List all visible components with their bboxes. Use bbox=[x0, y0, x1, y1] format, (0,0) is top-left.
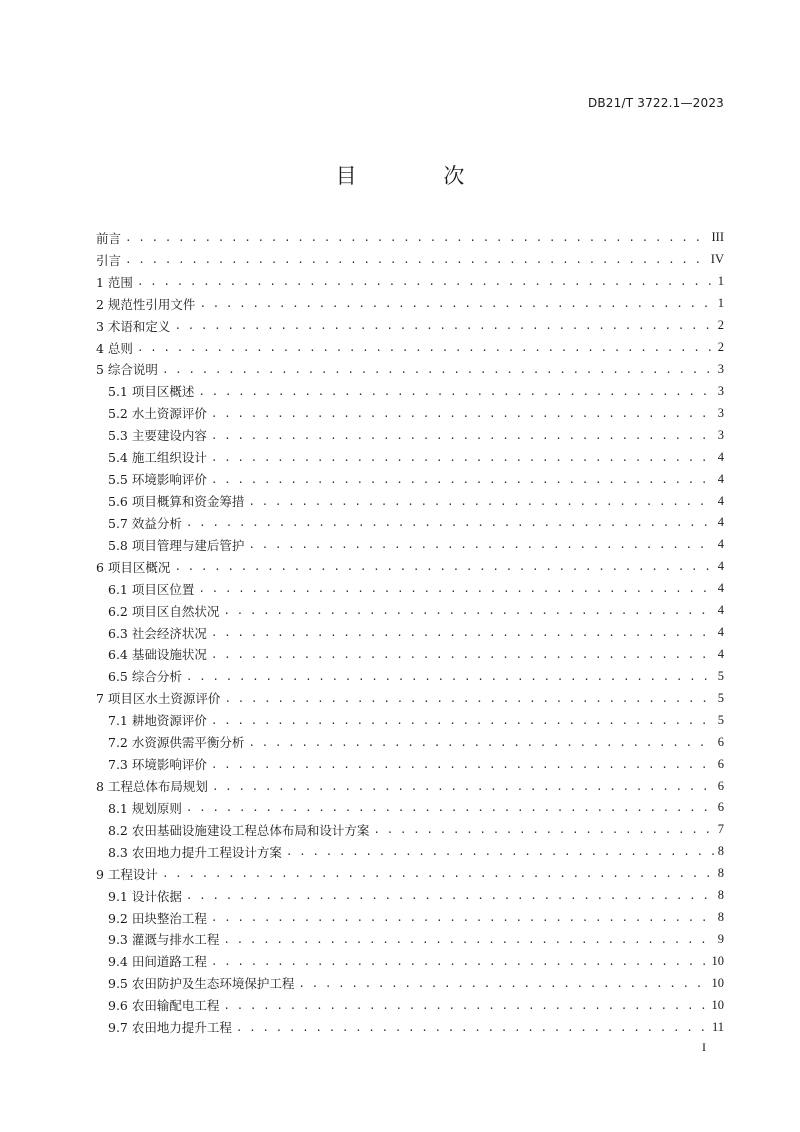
toc-entry[interactable] bbox=[96, 402, 724, 424]
toc-entry-label: 5.2 水土资源评价 bbox=[108, 406, 207, 422]
toc-entry[interactable] bbox=[96, 490, 724, 512]
toc-entry-label: 5.4 施工组织设计 bbox=[108, 450, 207, 466]
toc-dot-leader bbox=[373, 823, 713, 836]
toc-entry-label: 5.5 环境影响评价 bbox=[108, 472, 207, 488]
toc-entry-page: 6 bbox=[717, 756, 724, 771]
toc-dot-leader bbox=[248, 538, 713, 551]
toc-entry[interactable] bbox=[96, 446, 724, 468]
toc-dot-leader bbox=[125, 231, 707, 244]
toc-entry-page: 1 bbox=[717, 296, 724, 311]
toc-dot-leader bbox=[198, 582, 713, 595]
toc-dot-leader bbox=[137, 341, 714, 354]
toc-entry-label: 9.6 农田输配电工程 bbox=[108, 998, 220, 1014]
toc-dot-leader bbox=[125, 253, 707, 266]
toc-entry-label: 前言 bbox=[96, 230, 122, 246]
toc-entry-page: 8 bbox=[717, 866, 724, 881]
toc-dot-leader bbox=[211, 626, 714, 639]
toc-entry-page: 11 bbox=[711, 1019, 724, 1034]
toc-entry-page: 4 bbox=[717, 515, 724, 530]
toc-entry-page: 6 bbox=[717, 778, 724, 793]
toc-dot-leader bbox=[211, 758, 714, 771]
toc-entry[interactable] bbox=[96, 885, 724, 907]
toc-dot-leader bbox=[223, 604, 713, 617]
toc-entry[interactable] bbox=[96, 337, 724, 359]
toc-entry[interactable] bbox=[96, 359, 724, 381]
toc-entry-label: 7 项目区水土资源评价 bbox=[96, 691, 221, 707]
toc-entry-label: 引言 bbox=[96, 252, 122, 268]
toc-dot-leader bbox=[248, 736, 713, 749]
toc-entry-page: 2 bbox=[717, 318, 724, 333]
toc-dot-leader bbox=[211, 955, 708, 968]
toc-entry[interactable] bbox=[96, 929, 724, 951]
toc-entry-label: 9.2 田块整治工程 bbox=[108, 910, 207, 926]
toc-entry-page: 4 bbox=[717, 646, 724, 661]
toc-dot-leader bbox=[174, 560, 713, 573]
toc-entry[interactable] bbox=[96, 819, 724, 841]
toc-entry-label: 2 规范性引用文件 bbox=[96, 296, 196, 312]
toc-entry[interactable] bbox=[96, 578, 724, 600]
toc-entry-page: 4 bbox=[717, 493, 724, 508]
toc-entry-label: 9 工程设计 bbox=[96, 866, 158, 882]
toc-entry-label: 6.1 项目区位置 bbox=[108, 581, 195, 597]
toc-entry[interactable] bbox=[96, 293, 724, 315]
toc-dot-leader bbox=[186, 670, 714, 683]
toc-dot-leader bbox=[137, 275, 714, 288]
page-number: I bbox=[702, 1040, 706, 1054]
toc-dot-leader bbox=[211, 911, 714, 924]
toc-entry[interactable] bbox=[96, 775, 724, 797]
table-of-contents bbox=[96, 227, 724, 1038]
toc-entry-label: 3 术语和定义 bbox=[96, 318, 171, 334]
toc-entry-page: 4 bbox=[717, 449, 724, 464]
toc-entry[interactable] bbox=[96, 512, 724, 534]
toc-dot-leader bbox=[211, 648, 714, 661]
toc-entry-label: 7.1 耕地资源评价 bbox=[108, 713, 207, 729]
toc-entry[interactable] bbox=[96, 753, 724, 775]
page-title: 目 次 bbox=[335, 164, 505, 188]
toc-entry-page: 5 bbox=[717, 668, 724, 683]
toc-entry-page: 4 bbox=[717, 581, 724, 596]
toc-entry-label: 8.1 规划原则 bbox=[108, 800, 182, 816]
toc-entry-label: 8 工程总体布局规划 bbox=[96, 779, 208, 794]
toc-entry-page: 6 bbox=[717, 800, 724, 815]
toc-entry[interactable] bbox=[96, 665, 724, 687]
toc-entry-page: 4 bbox=[717, 471, 724, 486]
toc-entry[interactable] bbox=[96, 950, 724, 972]
toc-dot-leader bbox=[286, 845, 714, 858]
toc-entry[interactable] bbox=[96, 709, 724, 731]
toc-entry-label: 9.4 田间道路工程 bbox=[108, 954, 207, 970]
toc-entry-page: 5 bbox=[717, 690, 724, 705]
toc-entry-label: 4 总则 bbox=[96, 340, 133, 356]
document-code: DB21/T 3722.1—2023 bbox=[587, 96, 724, 110]
toc-entry-label: 9.1 设计依据 bbox=[108, 888, 182, 904]
toc-entry-label: 8.3 农田地力提升工程设计方案 bbox=[108, 844, 282, 860]
toc-dot-leader bbox=[211, 407, 714, 420]
toc-entry[interactable] bbox=[96, 534, 724, 556]
toc-entry[interactable] bbox=[96, 227, 724, 249]
toc-entry[interactable] bbox=[96, 468, 724, 490]
toc-dot-leader bbox=[186, 801, 714, 814]
toc-entry-label: 9.5 农田防护及生态环境保护工程 bbox=[108, 976, 295, 992]
toc-entry[interactable] bbox=[96, 622, 724, 644]
toc-entry-label: 6.4 基础设施状况 bbox=[108, 647, 207, 663]
toc-entry-label: 5.3 主要建设内容 bbox=[108, 428, 207, 444]
toc-entry-label: 7.3 环境影响评价 bbox=[108, 757, 207, 773]
toc-entry-page: 9 bbox=[717, 931, 724, 946]
toc-entry-page: 7 bbox=[717, 822, 724, 837]
toc-entry-label: 5 综合说明 bbox=[96, 362, 158, 378]
toc-entry[interactable] bbox=[96, 972, 724, 994]
toc-dot-leader bbox=[298, 977, 707, 990]
toc-entry-page: 8 bbox=[717, 888, 724, 903]
toc-entry-page: 10 bbox=[711, 997, 724, 1012]
toc-entry-page: 4 bbox=[717, 625, 724, 640]
toc-entry-page: 4 bbox=[717, 559, 724, 574]
toc-entry[interactable] bbox=[96, 315, 724, 337]
toc-entry[interactable] bbox=[96, 424, 724, 446]
toc-entry-label: 1 范围 bbox=[96, 274, 133, 290]
toc-entry-page: 8 bbox=[717, 844, 724, 859]
toc-dot-leader bbox=[211, 429, 714, 442]
toc-dot-leader bbox=[174, 319, 713, 332]
toc-entry[interactable] bbox=[96, 731, 724, 753]
toc-entry-page: IV bbox=[710, 252, 724, 267]
toc-dot-leader bbox=[223, 999, 707, 1012]
toc-entry-page: 4 bbox=[717, 603, 724, 618]
toc-dot-leader bbox=[186, 516, 714, 529]
toc-entry-page: 4 bbox=[717, 537, 724, 552]
toc-entry[interactable] bbox=[96, 907, 724, 929]
toc-dot-leader bbox=[199, 297, 713, 310]
toc-entry[interactable] bbox=[96, 644, 724, 666]
toc-dot-leader bbox=[212, 780, 714, 793]
toc-entry-label: 6 项目区概况 bbox=[96, 559, 171, 575]
toc-entry-page: 10 bbox=[711, 953, 724, 968]
toc-entry[interactable] bbox=[96, 271, 724, 293]
toc-entry-label: 5.1 项目区概述 bbox=[108, 384, 195, 400]
toc-dot-leader bbox=[211, 473, 714, 486]
toc-entry[interactable] bbox=[96, 841, 724, 863]
toc-dot-leader bbox=[211, 451, 714, 464]
toc-dot-leader bbox=[236, 1021, 708, 1034]
toc-entry-label: 9.3 灌溉与排水工程 bbox=[108, 932, 220, 948]
toc-dot-leader bbox=[162, 867, 714, 880]
toc-entry-label: 6.5 综合分析 bbox=[108, 669, 182, 685]
toc-dot-leader bbox=[186, 889, 714, 902]
toc-entry-label: 5.7 效益分析 bbox=[108, 515, 182, 531]
toc-entry-label: 6.3 社会经济状况 bbox=[108, 625, 207, 641]
toc-entry-page: 5 bbox=[717, 712, 724, 727]
toc-entry-page: 8 bbox=[717, 910, 724, 925]
toc-entry-label: 6.2 项目区自然状况 bbox=[108, 603, 220, 619]
toc-entry-label: 8.2 农田基础设施建设工程总体布局和设计方案 bbox=[108, 822, 370, 838]
toc-entry[interactable] bbox=[96, 797, 724, 819]
toc-entry-page: 3 bbox=[717, 405, 724, 420]
toc-entry[interactable] bbox=[96, 556, 724, 578]
toc-entry-label: 7.2 水资源供需平衡分析 bbox=[108, 735, 245, 751]
toc-entry-page: 2 bbox=[717, 340, 724, 355]
toc-entry[interactable] bbox=[96, 994, 724, 1016]
toc-dot-leader bbox=[224, 692, 713, 705]
toc-entry[interactable] bbox=[96, 1016, 724, 1038]
toc-entry-page: 3 bbox=[717, 427, 724, 442]
toc-entry-page: 1 bbox=[717, 274, 724, 289]
toc-entry[interactable] bbox=[96, 249, 724, 271]
toc-entry[interactable] bbox=[96, 687, 724, 709]
toc-dot-leader bbox=[223, 933, 713, 946]
toc-dot-leader bbox=[211, 714, 714, 727]
toc-entry-label: 9.7 农田地力提升工程 bbox=[108, 1020, 232, 1036]
toc-entry-page: 3 bbox=[717, 383, 724, 398]
toc-entry-label: 5.8 项目管理与建后管护 bbox=[108, 537, 245, 553]
toc-entry-page: III bbox=[711, 230, 724, 245]
toc-dot-leader bbox=[162, 363, 714, 376]
toc-dot-leader bbox=[198, 385, 713, 398]
toc-entry-label: 5.6 项目概算和资金筹措 bbox=[108, 494, 245, 510]
toc-dot-leader bbox=[248, 495, 713, 508]
toc-entry[interactable] bbox=[96, 863, 724, 885]
toc-entry-page: 3 bbox=[717, 361, 724, 376]
toc-entry[interactable] bbox=[96, 600, 724, 622]
toc-entry[interactable] bbox=[96, 380, 724, 402]
toc-entry-page: 10 bbox=[711, 975, 724, 990]
toc-entry-page: 6 bbox=[717, 734, 724, 749]
